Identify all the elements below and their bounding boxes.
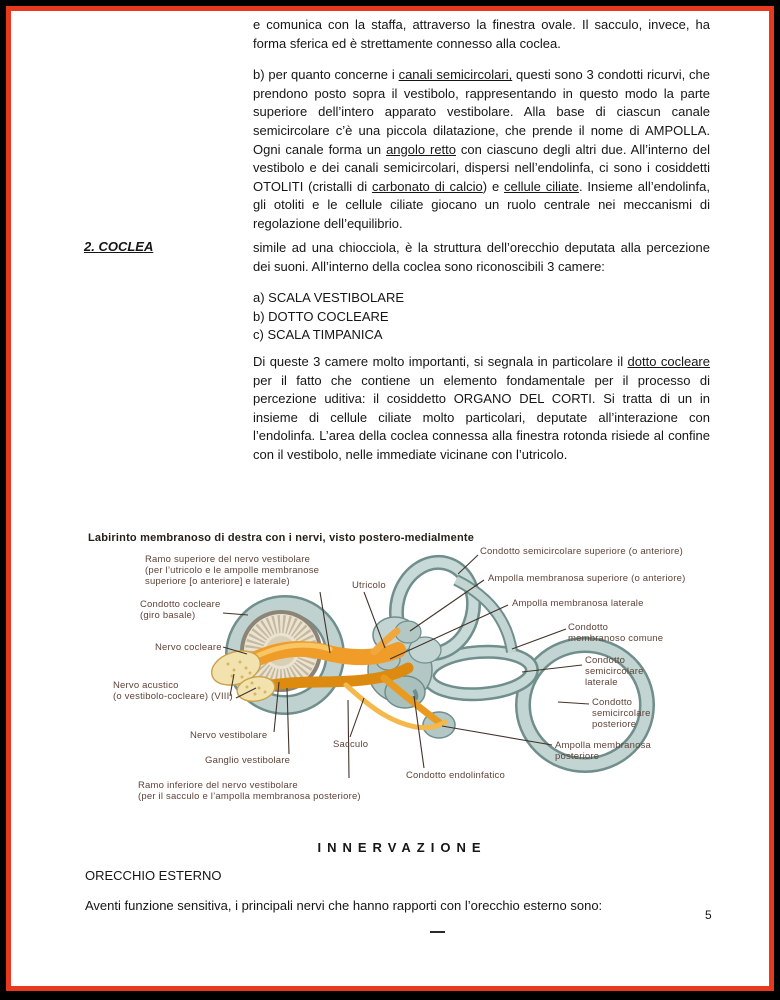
coclea-text-column <box>253 239 710 478</box>
paragraph-aventi: Aventi funzione sensitiva, i principali nervi che hanno rapporti con l’orecchio esterno sono: <box>85 898 603 913</box>
figure-label-nervo-vestibolare: Nervo vestibolare <box>190 730 268 741</box>
heading-orecchio-esterno: ORECCHIO ESTERNO <box>85 868 222 883</box>
list-item: c) SCALA TIMPANICA <box>253 327 383 343</box>
camere-list <box>253 289 710 345</box>
figure-label-condotto-semicircolare-laterale: Condotto semicircolare laterale <box>585 655 644 688</box>
heading-innervazione: INNERVAZIONE <box>317 840 487 855</box>
figure-label-condotto-endolinfatico: Condotto endolinfatico <box>406 770 505 781</box>
figure-label-utricolo: Utricolo <box>352 580 386 591</box>
paragraph-intro: e comunica con la staffa, attraverso la finestra ovale. Il sacculo, invece, ha forma sferica ed è strettamente connesso alla coclea. <box>253 17 710 51</box>
figure-label-nervo-cocleare: Nervo cocleare <box>155 642 222 653</box>
main-text-column <box>253 16 710 247</box>
figure-label-ganglio-vestibolare: Ganglio vestibolare <box>205 755 291 766</box>
figure-title: Labirinto membranoso di destra con i nervi, visto postero-medialmente <box>88 532 475 544</box>
list-item: b) DOTTO COCLEARE <box>253 308 389 324</box>
figure-label-ampolla-membranosa-laterale: Ampolla membranosa laterale <box>512 598 644 609</box>
figure-label-ramo-superiore-nervo-vestibolare: Ramo superiore del nervo vestibolare (per l’utricolo e le ampolle membranose superiore [o anteriore] e laterale) <box>145 554 320 587</box>
figure-label-sacculo: Sacculo <box>333 739 369 750</box>
figure-label-condotto-membranoso-comune: Condotto membranoso comune <box>568 622 664 644</box>
figure-label-ampolla-membranosa-posteriore: Ampolla membranosa posteriore <box>555 740 652 762</box>
paragraph-coclea: simile ad una chiocciola, è la struttura dell’orecchio deputata alla percezione dei suoni. All’interno della coclea sono riconoscibili 3 camere: <box>253 240 710 274</box>
figure-label-ramo-inferiore-nervo-vestibolare: Ramo inferiore del nervo vestibolare (per il sacculo e l’ampolla membranosa posteriore) <box>138 780 361 802</box>
figure-label-nervo-acustico: Nervo acustico (o vestibolo-cocleare) (VIII) <box>113 680 233 702</box>
stray-mark <box>430 931 445 933</box>
figure-label-ampolla-membranosa-superiore: Ampolla membranosa superiore (o anteriore) <box>488 573 686 584</box>
list-item: a) SCALA VESTIBOLARE <box>253 290 405 306</box>
paragraph-dotto-cocleare: Di queste 3 camere molto importanti, si segnala in particolare il dotto cocleare per il fatto che contiene un elemento fondamentale per il processo di percezione uditiva: il cosiddetto ORGANO DEL CORTI. Si tratta di un in insieme di cellule ciliate molto particolari, deputate all’interazione con l’endolinfa. L’area della coclea connessa alla finestra rotonda risiede al confine con il vestibolo, nelle immediate vicinane con l’utricolo. <box>253 353 710 462</box>
figure-labirinto-membranoso <box>84 530 730 822</box>
paragraph-canali-semicircolari: b) per quanto concerne i canali semicircolari, questi sono 3 condotti ricurvi, che prendono posto sopra il vestibolo, rappresentando in questo modo la parte superiore dell’intero apparato vestibolare. Alla base di ciascun canale semicircolare c’è una piccola dilatazione, che prende il nome di AMPOLLA. Ogni canale forma un angolo retto con ciascuno degli altri due. All’interno del vestibolo e dei canali semicircolari, dispersi nell’endolinfa, ci sono i cosiddetti OTOLITI (cristalli di carbonato di calcio) e cellule ciliate. Insieme all’endolinfa, gli otoliti e le cellule ciliate giocano un ruolo centrale nei meccanismi di regolazione dell’equilibrio. <box>253 67 711 231</box>
page-number: 5 <box>705 908 712 922</box>
figure-label-condotto-semicircolare-superiore: Condotto semicircolare superiore (o anteriore) <box>480 546 683 557</box>
figure-label-condotto-cocleare: Condotto cocleare (giro basale) <box>140 599 221 621</box>
section-label-coclea: 2. COCLEA <box>84 239 154 254</box>
figure-label-condotto-semicircolare-posteriore: Condotto semicircolare posteriore <box>592 697 651 730</box>
